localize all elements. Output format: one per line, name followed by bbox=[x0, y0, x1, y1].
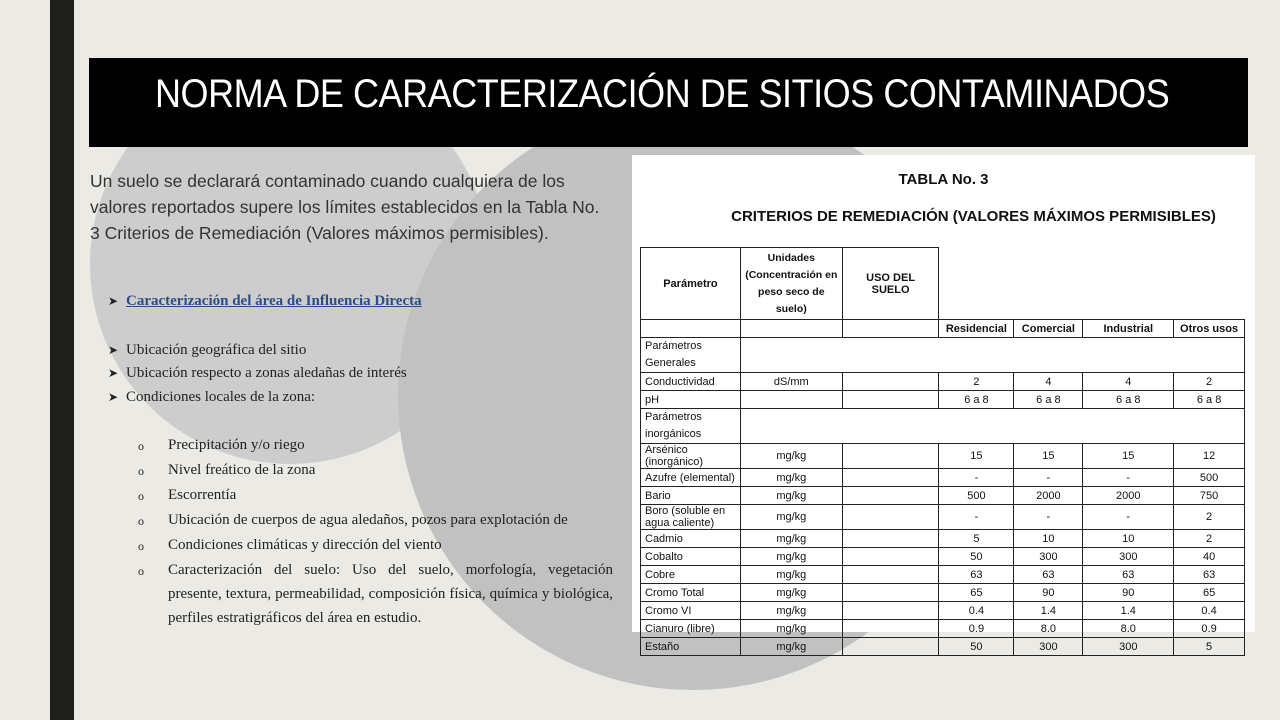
param-name: Cianuro (libre) bbox=[641, 620, 741, 638]
param-unit: mg/kg bbox=[740, 638, 842, 656]
value-cell: 1.4 bbox=[1014, 602, 1083, 620]
param-name: Arsénico (inorgánico) bbox=[641, 444, 741, 469]
value-cell: 6 a 8 bbox=[1083, 391, 1174, 409]
empty-cell bbox=[842, 620, 939, 638]
value-cell: 2000 bbox=[1083, 487, 1174, 505]
title-bar bbox=[89, 58, 1248, 147]
header-unidades: Unidades (Concentración en peso seco de suelo) bbox=[740, 248, 842, 320]
value-cell: 2 bbox=[1174, 373, 1245, 391]
sub-bullet-list bbox=[138, 433, 613, 630]
table-row bbox=[641, 530, 1245, 548]
sub-bullet-text: Escorrentía bbox=[168, 487, 237, 503]
value-cell: 8.0 bbox=[1014, 620, 1083, 638]
arrow-bullet-icon: ➤ bbox=[108, 390, 119, 404]
param-name: Estaño bbox=[641, 638, 741, 656]
sub-bullet-item bbox=[138, 483, 613, 508]
empty-cell bbox=[740, 338, 1244, 373]
arrow-bullet-icon: ➤ bbox=[108, 294, 119, 308]
header-uso-suelo: USO DEL SUELO bbox=[842, 248, 939, 320]
table-row bbox=[641, 566, 1245, 584]
empty-cell bbox=[740, 409, 1244, 444]
empty-cell bbox=[842, 602, 939, 620]
value-cell: 90 bbox=[1014, 584, 1083, 602]
param-name: Cobre bbox=[641, 566, 741, 584]
circle-bullet-icon: o bbox=[138, 464, 144, 478]
value-cell: 65 bbox=[1174, 584, 1245, 602]
param-unit: mg/kg bbox=[740, 530, 842, 548]
circle-bullet-icon: o bbox=[138, 439, 144, 453]
empty-cell bbox=[842, 373, 939, 391]
param-name: Cromo Total bbox=[641, 584, 741, 602]
use-header: Residencial bbox=[939, 320, 1014, 338]
value-cell: - bbox=[939, 505, 1014, 530]
param-name: pH bbox=[641, 391, 741, 409]
value-cell: 2 bbox=[1174, 530, 1245, 548]
header-parametro: Parámetro bbox=[641, 248, 741, 320]
empty-cell bbox=[740, 320, 842, 338]
circle-bullet-icon: o bbox=[138, 489, 144, 503]
empty-cell bbox=[842, 530, 939, 548]
group-label: Parámetros inorgánicos bbox=[641, 409, 741, 444]
param-unit: mg/kg bbox=[740, 620, 842, 638]
param-unit bbox=[740, 391, 842, 409]
bullet-text: Ubicación respecto a zonas aledañas de interés bbox=[126, 365, 407, 381]
value-cell: 6 a 8 bbox=[939, 391, 1014, 409]
value-cell: 90 bbox=[1083, 584, 1174, 602]
use-header: Otros usos bbox=[1174, 320, 1245, 338]
value-cell: 50 bbox=[939, 548, 1014, 566]
value-cell: - bbox=[1083, 469, 1174, 487]
group-row bbox=[641, 409, 1245, 444]
param-unit: mg/kg bbox=[740, 584, 842, 602]
value-cell: 63 bbox=[1174, 566, 1245, 584]
value-cell: 300 bbox=[1083, 548, 1174, 566]
circle-bullet-icon: o bbox=[138, 514, 144, 528]
circle-bullet-icon: o bbox=[138, 564, 144, 578]
table-row bbox=[641, 584, 1245, 602]
value-cell: 10 bbox=[1014, 530, 1083, 548]
bullet-link-area-influencia[interactable]: Caracterización del área de Influencia Directa bbox=[126, 293, 422, 309]
param-name: Bario bbox=[641, 487, 741, 505]
table-title: TABLA No. 3 bbox=[898, 171, 989, 188]
use-header: Comercial bbox=[1014, 320, 1083, 338]
arrow-bullet-icon: ➤ bbox=[108, 366, 119, 380]
value-cell: 300 bbox=[1014, 638, 1083, 656]
value-cell: 2000 bbox=[1014, 487, 1083, 505]
value-cell: 50 bbox=[939, 638, 1014, 656]
param-unit: mg/kg bbox=[740, 602, 842, 620]
value-cell: 4 bbox=[1083, 373, 1174, 391]
value-cell: 1.4 bbox=[1083, 602, 1174, 620]
value-cell: 0.9 bbox=[1174, 620, 1245, 638]
value-cell: 5 bbox=[1174, 638, 1245, 656]
table-header-row bbox=[641, 248, 1245, 320]
param-name: Azufre (elemental) bbox=[641, 469, 741, 487]
param-name: Boro (soluble en agua caliente) bbox=[641, 505, 741, 530]
param-unit: mg/kg bbox=[740, 487, 842, 505]
sub-bullet-text: Condiciones climáticas y dirección del viento bbox=[168, 537, 442, 553]
empty-cell bbox=[842, 320, 939, 338]
table-row bbox=[641, 487, 1245, 505]
value-cell: 750 bbox=[1174, 487, 1245, 505]
value-cell: 5 bbox=[939, 530, 1014, 548]
left-accent-bar bbox=[50, 0, 74, 720]
sub-bullet-item bbox=[138, 433, 613, 458]
empty-cell bbox=[842, 487, 939, 505]
criteria-table-image bbox=[632, 155, 1255, 653]
sub-bullet-item bbox=[138, 508, 613, 533]
table-subtitle: CRITERIOS DE REMEDIACIÓN (VALORES MÁXIMOS PERMISIBLES) bbox=[731, 208, 1216, 225]
table-row bbox=[641, 469, 1245, 487]
value-cell: 500 bbox=[1174, 469, 1245, 487]
group-row bbox=[641, 338, 1245, 373]
bullet-text: Ubicación geográfica del sitio bbox=[126, 342, 307, 358]
value-cell: - bbox=[1083, 505, 1174, 530]
param-unit: mg/kg bbox=[740, 469, 842, 487]
table-row bbox=[641, 602, 1245, 620]
value-cell: 15 bbox=[1014, 444, 1083, 469]
value-cell: 12 bbox=[1174, 444, 1245, 469]
table-row bbox=[641, 373, 1245, 391]
value-cell: 0.4 bbox=[1174, 602, 1245, 620]
bullet-item bbox=[108, 292, 422, 310]
value-cell: - bbox=[1014, 505, 1083, 530]
value-cell: 6 a 8 bbox=[1014, 391, 1083, 409]
param-name: Cobalto bbox=[641, 548, 741, 566]
value-cell: 63 bbox=[939, 566, 1014, 584]
bullet-item bbox=[108, 388, 315, 406]
table-row bbox=[641, 444, 1245, 469]
param-name: Conductividad bbox=[641, 373, 741, 391]
value-cell: 15 bbox=[1083, 444, 1174, 469]
value-cell: 300 bbox=[1083, 638, 1174, 656]
sub-bullet-text: Nivel freático de la zona bbox=[168, 462, 316, 478]
bullet-item bbox=[108, 341, 306, 359]
value-cell: 2 bbox=[939, 373, 1014, 391]
sub-bullet-item bbox=[138, 558, 613, 630]
sub-bullet-text: Ubicación de cuerpos de agua aledaños, pozos para explotación de bbox=[168, 512, 568, 528]
intro-paragraph: Un suelo se declarará contaminado cuando cualquiera de los valores reportados supere los límites establecidos en la Tabla No. 3 Criterios de Remediación (Valores máximos permisibles). bbox=[90, 171, 600, 243]
sub-bullet-item bbox=[138, 458, 613, 483]
empty-cell bbox=[842, 391, 939, 409]
empty-cell bbox=[842, 548, 939, 566]
sub-bullet-text: Caracterización del suelo: Uso del suelo, morfología, vegetación presente, textura, permeabilidad, composición física, química y biológica, perfiles estratigráficos del área en estudio. bbox=[168, 562, 613, 626]
empty-cell bbox=[641, 320, 741, 338]
value-cell: 8.0 bbox=[1083, 620, 1174, 638]
value-cell: 0.9 bbox=[939, 620, 1014, 638]
empty-cell bbox=[842, 505, 939, 530]
param-unit: mg/kg bbox=[740, 444, 842, 469]
empty-cell bbox=[842, 444, 939, 469]
value-cell: 2 bbox=[1174, 505, 1245, 530]
criteria-table bbox=[640, 247, 1245, 656]
value-cell: - bbox=[1014, 469, 1083, 487]
value-cell: 65 bbox=[939, 584, 1014, 602]
value-cell: 63 bbox=[1083, 566, 1174, 584]
value-cell: 63 bbox=[1014, 566, 1083, 584]
inorganic-rows bbox=[641, 444, 1245, 656]
empty-cell bbox=[842, 584, 939, 602]
slide-title: NORMA DE CARACTERIZACIÓN DE SITIOS CONTAMINADOS bbox=[155, 72, 1170, 116]
arrow-bullet-icon: ➤ bbox=[108, 343, 119, 357]
empty-cell bbox=[842, 469, 939, 487]
empty-cell bbox=[842, 638, 939, 656]
table-row bbox=[641, 505, 1245, 530]
param-unit: mg/kg bbox=[740, 566, 842, 584]
table-uses-row bbox=[641, 320, 1245, 338]
param-unit: mg/kg bbox=[740, 548, 842, 566]
table-row bbox=[641, 620, 1245, 638]
value-cell: 10 bbox=[1083, 530, 1174, 548]
empty-cell bbox=[842, 566, 939, 584]
value-cell: 15 bbox=[939, 444, 1014, 469]
table-row bbox=[641, 548, 1245, 566]
bullet-item bbox=[108, 364, 407, 382]
value-cell: 4 bbox=[1014, 373, 1083, 391]
value-cell: 500 bbox=[939, 487, 1014, 505]
value-cell: 300 bbox=[1014, 548, 1083, 566]
circle-bullet-icon: o bbox=[138, 539, 144, 553]
value-cell: 0.4 bbox=[939, 602, 1014, 620]
param-name: Cromo VI bbox=[641, 602, 741, 620]
param-unit: dS/mm bbox=[740, 373, 842, 391]
group-label: Parámetros Generales bbox=[641, 338, 741, 373]
table-row bbox=[641, 391, 1245, 409]
param-name: Cadmio bbox=[641, 530, 741, 548]
value-cell: - bbox=[939, 469, 1014, 487]
use-header: Industrial bbox=[1083, 320, 1174, 338]
table-row bbox=[641, 638, 1245, 656]
param-unit: mg/kg bbox=[740, 505, 842, 530]
bullet-text: Condiciones locales de la zona: bbox=[126, 389, 316, 405]
value-cell: 6 a 8 bbox=[1174, 391, 1245, 409]
header-spacer bbox=[939, 248, 1245, 320]
value-cell: 40 bbox=[1174, 548, 1245, 566]
sub-bullet-text: Precipitación y/o riego bbox=[168, 437, 305, 453]
sub-bullet-item bbox=[138, 533, 613, 558]
